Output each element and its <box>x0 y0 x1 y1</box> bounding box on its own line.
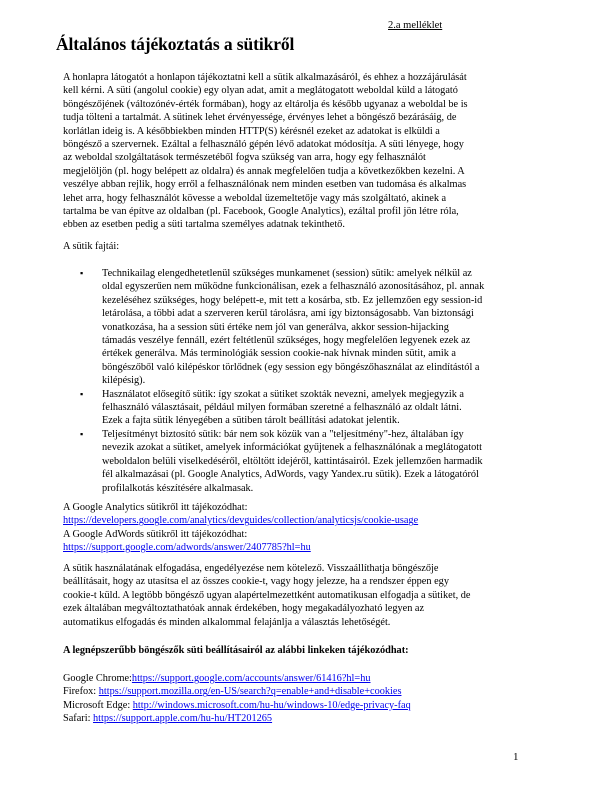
list-line: letárolása, a többi adat a szerveren kerül tárolásra, ami így biztonságosabb. Van biztonsági <box>102 308 474 320</box>
intro-line: lehet arra, hogy felhasználót kövesse a weboldal üzemeltetője vagy más szolgáltató, akinek a <box>63 192 447 204</box>
browser-name: Google Chrome: <box>63 673 132 684</box>
intro-paragraph <box>63 71 563 232</box>
firefox-cookie-link[interactable]: https://support.mozilla.org/en-US/search?q=enable+and+disable+cookies <box>98 686 402 698</box>
bullet-icon: ▪ <box>80 268 84 278</box>
analytics-info-label: A Google Analytics sütikről itt tájékozódhat: <box>63 502 248 513</box>
list-line: weboldalon belüli viselkedéséről, eltöltött idejéről, kattintásairól. Ezek jellemzően harmadik <box>102 455 483 467</box>
browsers-heading <box>63 644 563 657</box>
list-line: oldal egyszerűen nem működne funkcionálisan, ezek a felhasználó azonosításához, pl. annak <box>102 281 485 293</box>
intro-line: ebben az esetben pedig a süti tartalma személyes adatnak tekinthető. <box>63 219 345 231</box>
list-line: nevezik azokat a sütiket, amelyek információkat gyűjtenek a felhasználónak a meglátogatott <box>102 442 482 454</box>
edge-cookie-link[interactable]: http://windows.microsoft.com/hu-hu/windows-10/edge-privacy-faq <box>132 699 411 711</box>
intro-line: korlátlan ideig is. A későbbiekben minden HTTP(S) kérésnél ezeket az adatokat is elküldi a <box>63 125 440 137</box>
list-line: profilalkotás készítésére alkalmasak. <box>102 482 254 494</box>
list-line: értékek generálva. Más terminológiák session cookie-nak hívnak minden sütit, amik a <box>102 348 457 360</box>
acceptance-paragraph <box>63 562 563 629</box>
intro-line: az weboldal szolgáltatások természetéből fogva szükség van arra, hogy egy felhasználót <box>63 152 426 164</box>
intro-line: A honlapra látogatót a honlapon tájékoztatni kell a sütik alkalmazásáról, és ehhez a hozzájárulását <box>63 72 467 83</box>
acceptance-line: ezek általában megváltoztathatóak annak érdekében, hogy megakadályozható legyen az <box>63 603 425 615</box>
intro-line: tudja tölteni a tartalmát. A sütinek lehet érvényessége, érvényes lehet a böngésző bezárásáig, de <box>63 112 457 124</box>
list-line: Technikailag elengedhetetlenül szükséges munkamenet (session) sütik: amelyek nélkül az <box>102 268 472 279</box>
acceptance-line: automatikus elfogadás és minden alkalommal felajánlja a választás lehetőségét. <box>63 616 391 628</box>
browser-links <box>63 672 563 726</box>
cookie-type-session <box>63 267 563 388</box>
cookie-types-heading <box>63 240 563 253</box>
adwords-cookie-link[interactable]: https://support.google.com/adwords/answer/2407785?hl=hu <box>63 542 311 554</box>
browser-name: Safari: <box>63 713 91 725</box>
intro-line: tartalma be van építve az oldalban (pl. Facebook, Google Analytics), ezáltal profil jön létre róla, <box>63 206 459 218</box>
intro-line: megjelöljön (pl. hogy belépett az oldalra) és annak megfelelően tudja a következőkben kezelni. A <box>63 165 465 177</box>
intro-line: kell kérni. A süti (angolul cookie) egy olyan adat, amit a meglátogatott weboldal küld a látogató <box>63 85 458 97</box>
cookie-type-performance <box>63 428 563 495</box>
intro-line: veszélye abban rejlik, hogy erről a felhasználónak nem minden esetben van tudomása és alkalmas <box>63 179 467 191</box>
cookie-type-usability <box>63 388 563 428</box>
list-line: kezeléséhez szükséges, hogy belépett-e, mit tett a kosárba, stb. Ez jellemzően egy session-id <box>102 294 483 306</box>
browser-row-firefox <box>63 685 563 698</box>
list-line: fél alkalmazásai (pl. Google Analytics, AdWords, vagy Yandex.ru sütik). Ezek a látogatóról <box>102 469 479 481</box>
acceptance-line: beállításait, hogy az utasítsa el az összes cookie-t, vagy hogy jelezze, ha a rendszer éppen egy <box>63 576 449 588</box>
list-line: kilépésig). <box>102 375 146 387</box>
browser-row-safari <box>63 712 563 725</box>
browsers-heading-text: A legnépszerűbb böngészők süti beállításairól az alábbi linkeken tájékozódhat: <box>63 645 409 656</box>
list-line: böngészőből való kilépéskor törlődnek (egy session egy böngészőhasználat az elindítástól a <box>102 361 480 373</box>
page-title: Általános tájékoztatás a sütikről <box>56 34 295 54</box>
browser-name: Firefox: <box>63 686 97 698</box>
browser-row-edge <box>63 699 563 712</box>
browser-row-chrome <box>63 672 563 685</box>
intro-line: böngészőjének (változónév-érték formában), hogy az eltárolja és később ugyanaz a weboldal be is <box>63 98 468 110</box>
intro-line: böngésző a szervernek. Ezáltal a felhasználó gépén lévő adatokat módosítja. A süti lényege, hogy <box>63 139 464 151</box>
acceptance-line: A sütik használatának elfogadása, engedélyezése nem kötelező. Visszaállíthatja böngészője <box>63 563 439 574</box>
analytics-cookie-link[interactable]: https://developers.google.com/analytics/devguides/collection/analyticsjs/cookie-usage <box>63 515 419 527</box>
list-line: Használatot elősegítő sütik: így szokat a sütiket szokták nevezni, amelyek megjegyzik a <box>102 388 464 400</box>
bullet-icon: ▪ <box>80 428 84 439</box>
list-line: felhasználó választásait, például milyen formában szeretné a felhasználó az oldalt látni. <box>102 402 462 414</box>
cookie-types-list <box>63 267 563 495</box>
page-number: 1 <box>513 751 519 763</box>
adwords-info-label: A Google AdWords sütikről itt tájékozódhat: <box>63 528 248 540</box>
list-line: támadás veszélye fennáll, ezért feltétlenül szükséges, hogy megfelelően legyenek ezek az <box>102 335 471 347</box>
chrome-cookie-link[interactable]: https://support.google.com/accounts/answer/61416?hl=hu <box>131 673 371 684</box>
list-line: Teljesítményt biztosító sütik: bár nem sok közük van a "teljesítmény"-hez, általában így <box>102 428 464 440</box>
google-info-links <box>63 501 563 555</box>
list-line: Ezek a fajta sütik lényegében a sütiben tárolt beállítási adatokat jelentik. <box>102 415 400 427</box>
safari-cookie-link[interactable]: https://support.apple.com/hu-hu/HT201265 <box>93 713 273 725</box>
annex-label: 2.a melléklet <box>388 20 443 31</box>
cookie-types-heading-text: A sütik fajtái: <box>63 241 120 252</box>
browser-name: Microsoft Edge: <box>63 699 131 711</box>
list-line: vonatkozása, ha a session süti értéke nem jól van generálva, akkor session-hijacking <box>102 321 449 333</box>
bullet-icon: ▪ <box>80 388 84 399</box>
acceptance-line: cookie-t küld. A legtöbb böngésző ugyan alapértelmezettként automatikusan elfogadja a sütiket, de <box>63 589 471 601</box>
